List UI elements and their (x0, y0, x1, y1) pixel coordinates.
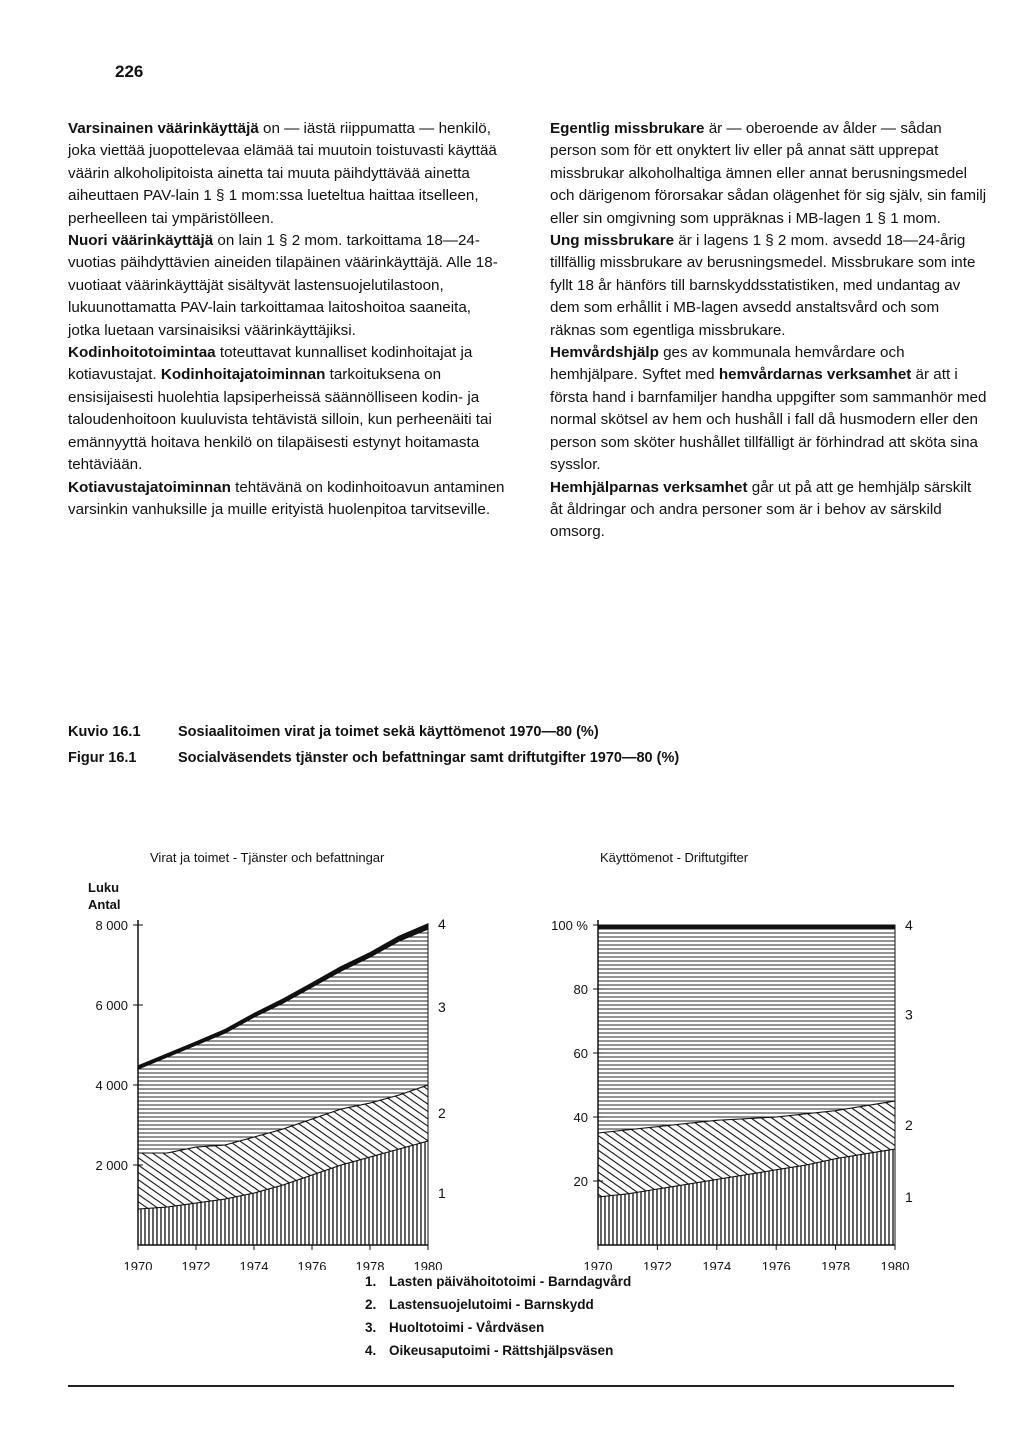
swedish-definitions-column (550, 118, 988, 544)
figure-title: Socialväsendets tjänster och befattningar samt driftutgifter 1970—80 (%) (178, 750, 680, 766)
legend-label: Huoltotoimi - Vårdväsen (389, 1320, 545, 1335)
series-label: 2 (905, 1117, 913, 1133)
legend-number: 2. (365, 1297, 377, 1312)
defined-term: Egentlig missbrukare (550, 120, 705, 137)
legend-item (365, 1270, 631, 1293)
definition-text: är att i första hand i barnfamiljer handha uppgifter som sammanhör med normal skötsel av hem och hushåll i fall då husmodern eller den person som sköter hushållet tillfälligt är förhindrad att sköta sina sysslor. (550, 366, 987, 474)
x-tick-label: 1978 (355, 1259, 385, 1270)
y-tick-label: 20 (573, 1174, 588, 1189)
legend-label: Lasten päivähoitotoimi - Barndagvård (389, 1274, 632, 1289)
figure-caption-fi (68, 724, 599, 740)
definition-paragraph (68, 230, 506, 342)
x-tick-label: 1980 (413, 1259, 443, 1270)
x-tick-label: 1972 (642, 1259, 672, 1270)
x-tick-label: 1974 (702, 1259, 732, 1270)
legend-label: Lastensuojelutoimi - Barnskydd (389, 1297, 594, 1312)
charts-area (0, 840, 1024, 1270)
defined-term: Ung missbrukare (550, 232, 675, 250)
definition-text: är — oberoende av ålder — sådan person som för ett onyktert liv eller på annat sätt upprepat missbrukar alkoholhaltiga ämnen eller annat berusningsmedel och därigenom förorsakar sådan olägenhet för sig själv, sin familj eller sin omgivning som uppräknas i MB-lagen 1 § 1 mom. (550, 120, 987, 227)
y-axis-label: Luku (88, 880, 120, 895)
defined-term: hemvårdarnas verksamhet (718, 366, 912, 384)
legend-number: 4. (365, 1343, 377, 1358)
y-tick-label: 4 000 (95, 1078, 128, 1093)
y-axis-label: Antal (88, 897, 121, 912)
figure-title: Sosiaalitoimen virat ja toimet sekä käyttömenot 1970—80 (%) (178, 724, 599, 740)
y-tick-label: 6 000 (95, 998, 128, 1013)
definition-text: on lain 1 § 2 mom. tarkoittama 18—24-vuotias päihdyttävien aineiden tilapäinen väärinkäyttäjä. Alle 18-vuotiaat väärinkäyttäjät sisältyvät lastensuojelutilastoon, lukuunottamatta PAV-lain tarkoittamaa laitoshoitoa saaneita, jotka luetaan varsinaisiksi väärinkäyttäjiksi. (68, 232, 498, 339)
definition-text: toteuttavat kunnalliset kodinhoitajat ja kotiavustajat. (68, 344, 473, 384)
legend-number: 3. (365, 1320, 377, 1335)
legend-item (365, 1339, 631, 1362)
defined-term: Hemvårdshjälp (550, 344, 659, 362)
series-area-3 (598, 928, 895, 1133)
figure-label: Figur 16.1 (68, 750, 137, 766)
y-tick-label: 60 (573, 1046, 588, 1061)
defined-term: Kodinhoitotoimintaa (68, 344, 216, 362)
definition-paragraph (68, 342, 506, 476)
defined-term: Hemhjälparnas verksamhet (550, 478, 748, 496)
x-tick-label: 1976 (761, 1259, 791, 1270)
definition-text: on — iästä riippumatta — henkilö, joka viettää juopottelevaa elämää tai muutoin toistuvasti käyttää väärin alkoholipitoista ainetta tai muuta päihdyttävää ainetta aiheuttaen PAV-lain 1 § 1 mom:ssa lueteltua haittaa itselleen, perheelleen tai ympäristölleen. (68, 120, 497, 227)
definition-paragraph (550, 477, 988, 544)
x-tick-label: 1976 (297, 1259, 327, 1270)
legend-number: 1. (365, 1274, 377, 1289)
legend-label: Oikeusaputoimi - Rättshjälpsväsen (389, 1343, 614, 1358)
series-label: 3 (438, 999, 446, 1015)
legend-item (365, 1316, 631, 1339)
defined-term: Nuori väärinkäyttäjä (68, 232, 214, 250)
definition-text: tehtävänä on kodinhoitoavun antaminen varsinkin vanhuksille ja muille erityistä huolenpitoa tarvitseville. (68, 478, 505, 518)
x-tick-label: 1970 (583, 1259, 613, 1270)
definition-text: ges av kommunala hemvårdare och hemhjälpare. Syftet med (550, 344, 905, 384)
series-label: 1 (905, 1189, 913, 1205)
defined-term: Kodinhoitajatoiminnan (160, 366, 326, 384)
y-tick-label: 2 000 (95, 1158, 128, 1173)
definition-text: är i lagens 1 § 2 mom. avsedd 18—24-årig tillfällig missbrukare av berusningsmedel. Missbrukare som inte fyllt 18 år hänförs till barnskyddsstatistiken, med undantag av dem som erhållit i MB-lagen avsedd anstaltsvård och som räknas som egentliga missbrukare. (550, 232, 976, 339)
figure-caption-sv (68, 750, 679, 766)
y-tick-label: 80 (573, 982, 588, 997)
y-tick-label: 100 % (551, 918, 588, 933)
x-tick-label: 1980 (880, 1259, 910, 1270)
legend-item (365, 1293, 631, 1316)
definition-paragraph (550, 342, 988, 476)
series-label: 1 (438, 1185, 446, 1201)
chart-title: Käyttömenot - Driftutgifter (600, 850, 749, 865)
chart-legend (365, 1270, 631, 1362)
series-label: 4 (438, 915, 446, 932)
finnish-definitions-column (68, 118, 506, 521)
y-tick-label: 40 (573, 1110, 588, 1125)
definition-paragraph (68, 477, 506, 522)
bottom-rule (68, 1385, 954, 1387)
series-area-4 (598, 925, 895, 928)
x-tick-label: 1974 (239, 1259, 269, 1270)
series-label: 3 (905, 1006, 913, 1023)
definition-paragraph (550, 118, 988, 230)
definition-paragraph (550, 230, 988, 342)
definition-paragraph (68, 118, 506, 230)
defined-term: Varsinainen väärinkäyttäjä (68, 120, 259, 137)
page-number: 226 (115, 62, 144, 81)
series-label: 4 (905, 917, 913, 933)
defined-term: Kotiavustajatoiminnan (68, 478, 231, 496)
x-tick-label: 1970 (123, 1259, 153, 1270)
x-tick-label: 1978 (821, 1259, 851, 1270)
y-tick-label: 8 000 (95, 918, 128, 933)
figure-label: Kuvio 16.1 (68, 724, 141, 740)
series-label: 2 (438, 1105, 446, 1121)
definition-text: går ut på att ge hemhjälp särskilt åt åldringar och andra personer som är i behov av särskild omsorg. (550, 478, 972, 541)
definition-text: tarkoituksena on ensisijaisesti huolehtia lapsiperheissä säännölliseen kodin- ja taloudenhoitoon kuuluvista tehtävistä silloin, kun perheenäiti tai emännyyttä hoitava henkilö on tilapäisesti estynyt hoitamasta tehtäviään. (68, 366, 492, 474)
x-tick-label: 1972 (181, 1259, 211, 1270)
chart-title: Virat ja toimet - Tjänster och befattningar (150, 850, 385, 865)
